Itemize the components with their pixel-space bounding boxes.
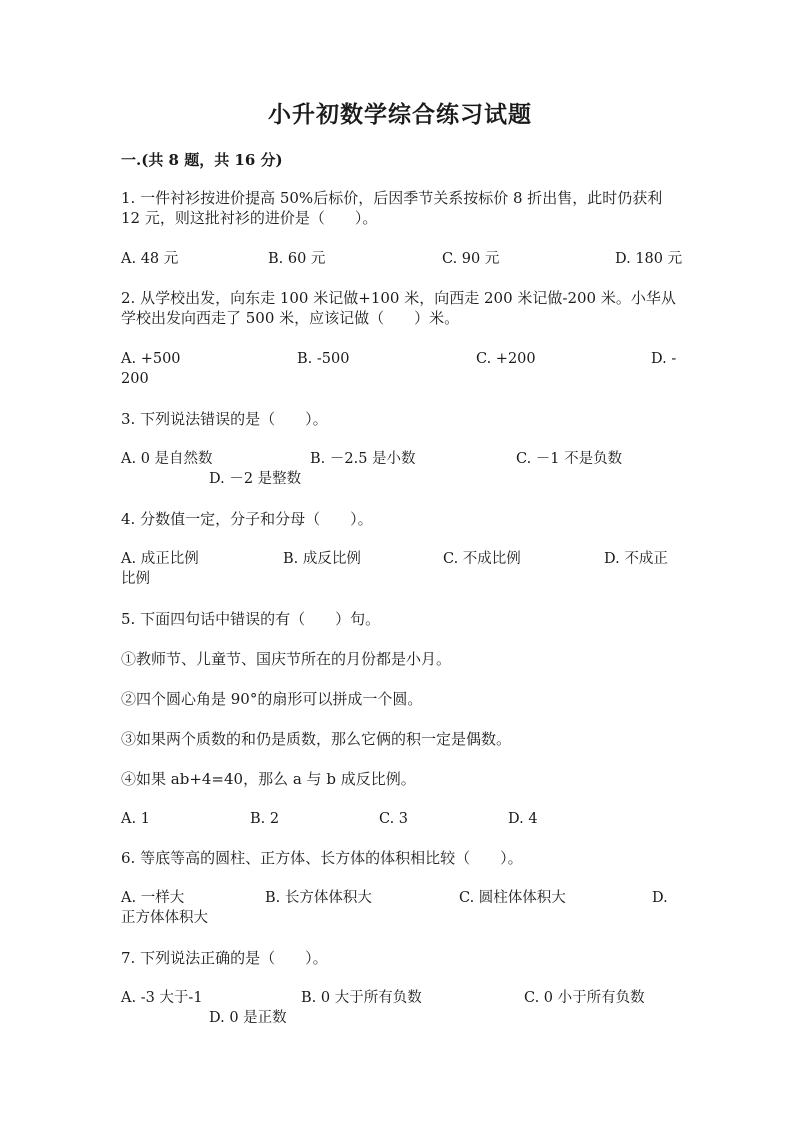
question-5-option-c: C. 3 <box>379 811 409 827</box>
question-3-option-b: B. －2.5 是小数 <box>310 451 416 467</box>
question-1-option-a: A. 48 元 <box>121 251 179 267</box>
question-3-stem: 3. 下列说法错误的是（ ）。 <box>121 410 328 428</box>
question-2-option-a: A. +500 <box>121 351 181 367</box>
question-5-option-b: B. 2 <box>250 811 280 827</box>
question-1-stem: 1. 一件衬衫按进价提高 50%后标价，后因季节关系按标价 8 折出售，此时仍获利 12 元，则这批衬衫的进价是（ ）。 <box>121 189 663 227</box>
question-7-option-b: B. 0 大于所有负数 <box>301 990 422 1006</box>
question-1-option-d: D. 180 元 <box>615 251 683 267</box>
question-7-stem: 7. 下列说法正确的是（ ）。 <box>121 949 328 967</box>
question-6-option-b: B. 长方体体积大 <box>265 890 372 906</box>
question-5-statement-4: ④如果 ab+4=40，那么 a 与 b 成反比例。 <box>121 770 416 788</box>
question-7-option-c: C. 0 小于所有负数 <box>524 990 645 1006</box>
question-2-option-d: D. - <box>651 351 677 367</box>
question-4-stem: 4. 分数值一定，分子和分母（ ）。 <box>121 510 373 528</box>
question-3-option-d: D. －2 是整数 <box>209 471 302 487</box>
question-2-option-b: B. -500 <box>297 351 350 367</box>
question-2-option-d-wrap: 200 <box>121 371 149 387</box>
question-4-option-d-wrap: 比例 <box>121 571 150 587</box>
question-5-statement-3: ③如果两个质数的和仍是质数，那么它俩的积一定是偶数。 <box>121 730 512 748</box>
question-4-option-b: B. 成反比例 <box>283 551 361 567</box>
question-6-option-a: A. 一样大 <box>121 890 185 906</box>
question-1-option-c: C. 90 元 <box>442 251 500 267</box>
question-6-option-c: C. 圆柱体体积大 <box>459 890 566 906</box>
question-7-option-a: A. -3 大于-1 <box>121 990 203 1006</box>
question-7-option-d: D. 0 是正数 <box>209 1010 287 1026</box>
question-4-option-d: D. 不成正 <box>604 551 668 567</box>
question-2-option-c: C. +200 <box>476 351 536 367</box>
question-5-statement-1: ①教师节、儿童节、国庆节所在的月份都是小月。 <box>121 650 452 668</box>
question-4-option-c: C. 不成比例 <box>443 551 521 567</box>
question-1-option-b: B. 60 元 <box>268 251 326 267</box>
page-title: 小升初数学综合练习试题 <box>268 101 532 128</box>
question-6-stem: 6. 等底等高的圆柱、正方体、长方体的体积相比较（ ）。 <box>121 849 523 867</box>
question-2-stem: 2. 从学校出发，向东走 100 米记做+100 米，向西走 200 米记做-200 米。小华从学校出发向西走了 500 米，应该记做（ ）米。 <box>121 289 676 327</box>
question-5-statement-2: ②四个圆心角是 90°的扇形可以拼成一个圆。 <box>121 690 423 708</box>
question-3-option-c: C. －1 不是负数 <box>516 451 623 467</box>
section-heading: 一.(共 8 题，共 16 分) <box>121 151 283 169</box>
question-4-option-a: A. 成正比例 <box>121 551 199 567</box>
question-3-option-a: A. 0 是自然数 <box>121 451 213 467</box>
question-6-option-d: D. <box>652 890 668 906</box>
question-5-option-d: D. 4 <box>508 811 538 827</box>
question-6-option-d-wrap: 正方体体积大 <box>121 910 208 926</box>
question-5-stem: 5. 下面四句话中错误的有（ ）句。 <box>121 610 381 628</box>
question-5-option-a: A. 1 <box>121 811 150 827</box>
